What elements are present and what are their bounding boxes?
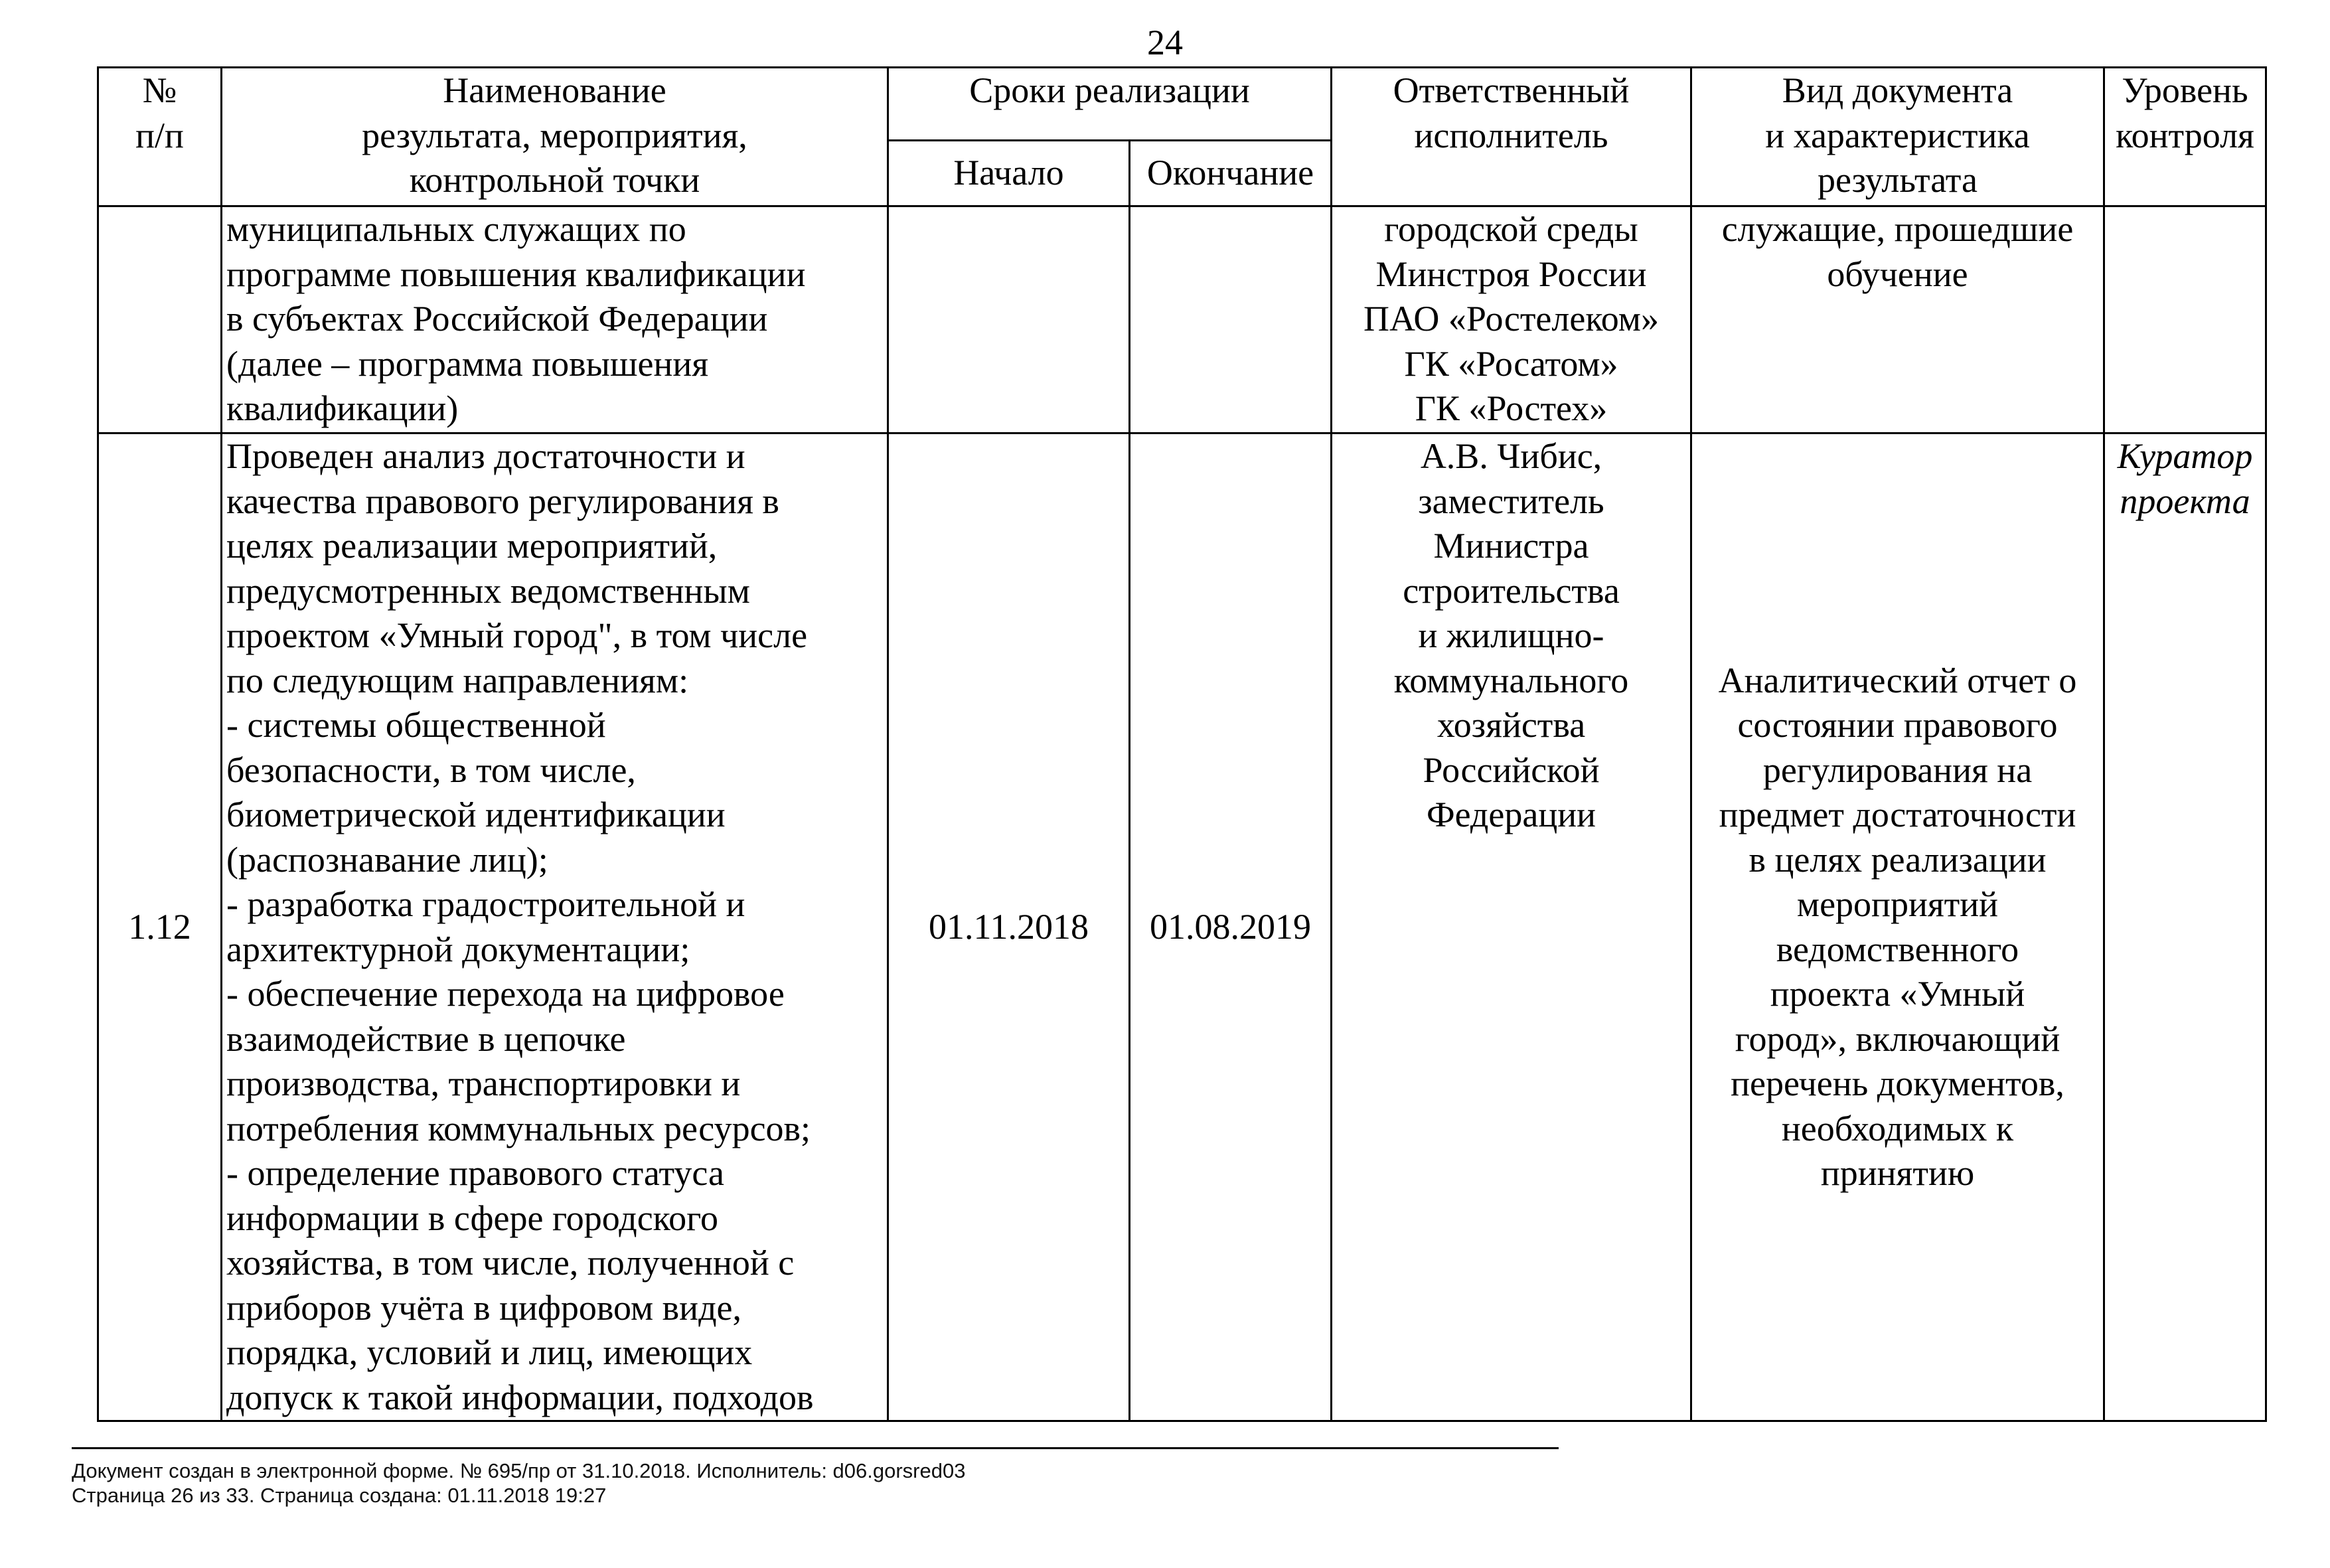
footer-divider bbox=[72, 1447, 1559, 1449]
table-row bbox=[98, 206, 2266, 433]
row-doc-type: Аналитический отчет о состоянии правового регулирования на предмет достаточности в целях реализации мероприятий ведомственного проекта «Умный город», включающий перечень документов, необходимых к принятию bbox=[1691, 433, 2104, 1421]
page-number: 24 bbox=[1147, 23, 1183, 62]
row-num bbox=[98, 206, 222, 433]
row-start bbox=[888, 206, 1130, 433]
header-responsible: Ответственный исполнитель bbox=[1332, 68, 1691, 206]
row-doc-type: служащие, прошедшие обучение bbox=[1691, 206, 2104, 433]
row-responsible: городской среды Минстроя России ПАО «Ростелеком» ГК «Росатом» ГК «Ростех» bbox=[1332, 206, 1691, 433]
row-name: Проведен анализ достаточности и качества правового регулирования в целях реализации мероприятий, предусмотренных ведомственным проектом «Умный город", в том числе по следующим направлениям: - системы общественной безопасности, в том числе, биометрической идентификации (распознавание лиц); - разработка градостроительной и архитектурной документации; - обеспечение перехода на цифровое взаимодействие в цепочке производства, транспортировки и потребления коммунальных ресурсов; - определение правового статуса информации в сфере городского хозяйства, в том числе, полученной с приборов учёта в цифровом виде, порядка, условий и лиц, имеющих допуск к такой информации, подходов bbox=[222, 433, 888, 1421]
row-start: 01.11.2018 bbox=[888, 433, 1130, 1421]
header-doc-type: Вид документа и характеристика результата bbox=[1691, 68, 2104, 206]
footer bbox=[72, 1458, 965, 1508]
row-end: 01.08.2019 bbox=[1130, 433, 1332, 1421]
header-start: Начало bbox=[888, 141, 1130, 206]
row-end bbox=[1130, 206, 1332, 433]
header-terms: Сроки реализации bbox=[888, 68, 1332, 141]
header-name: Наименование результата, мероприятия, контрольной точки bbox=[222, 68, 888, 206]
row-control bbox=[2104, 206, 2266, 433]
header-num: № п/п bbox=[98, 68, 222, 206]
row-responsible: А.В. Чибис, заместитель Министра строительства и жилищно- коммунального хозяйства Российской Федерации bbox=[1332, 433, 1691, 1421]
footer-document-info: Документ создан в электронной форме. № 695/пр от 31.10.2018. Исполнитель: d06.gorsred03 bbox=[72, 1459, 966, 1482]
footer-page-info: Страница 26 из 33. Страница создана: 01.11.2018 19:27 bbox=[72, 1484, 607, 1507]
plan-table bbox=[97, 66, 2267, 1422]
row-num: 1.12 bbox=[98, 433, 222, 1421]
row-name: муниципальных служащих по программе повышения квалификации в субъектах Российской Федерации (далее – программа повышения квалификации) bbox=[222, 206, 888, 433]
header-control: Уровень контроля bbox=[2104, 68, 2266, 206]
table-row bbox=[98, 433, 2266, 1421]
header-end: Окончание bbox=[1130, 141, 1332, 206]
header-row-1 bbox=[98, 68, 2266, 141]
row-control: Куратор проекта bbox=[2104, 433, 2266, 1421]
